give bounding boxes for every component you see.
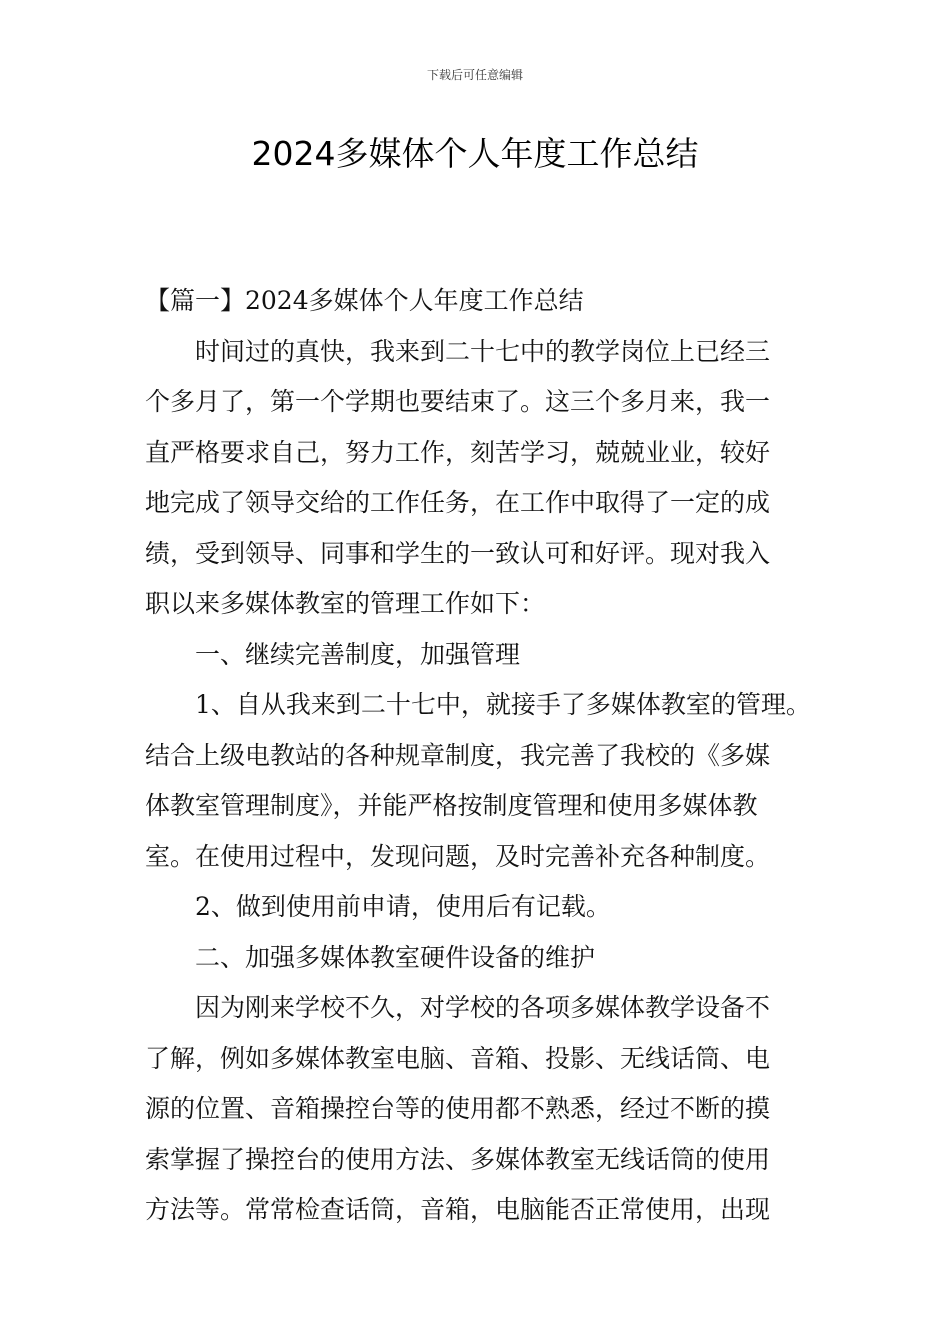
body-line: 结合上级电教站的各种规章制度，我完善了我校的《多媒 [145, 740, 771, 770]
body-line: 职以来多媒体教室的管理工作如下： [145, 589, 546, 618]
body-line: 索掌握了操控台的使用方法、多媒体教室无线话筒的使用 [145, 1144, 771, 1174]
body-line: 因为刚来学校不久，对学校的各项多媒体教学设备不 [195, 993, 771, 1022]
body-line: 时间过的真快，我来到二十七中的教学岗位上已经三 [195, 336, 771, 366]
body-line: 地完成了领导交给的工作任务，在工作中取得了一定的成 [145, 488, 771, 517]
body-line: 直严格要求自己，努力工作，刻苦学习，兢兢业业，较好 [145, 437, 771, 467]
body-line: 一、继续完善制度，加强管理 [195, 639, 521, 669]
document-body [145, 276, 817, 1236]
body-line: 室。在使用过程中，发现问题，及时完善补充各种制度。 [145, 841, 771, 871]
header-note: 下载后可任意编辑 [426, 68, 523, 82]
body-line: 源的位置、音箱操控台等的使用都不熟悉，经过不断的摸 [145, 1094, 771, 1123]
body-line: 了解，例如多媒体教室电脑、音箱、投影、无线话筒、电 [145, 1043, 771, 1073]
body-line: 个多月了，第一个学期也要结束了。这三个多月来，我一 [145, 387, 771, 416]
body-line: 方法等。常常检查话筒，音箱，电脑能否正常使用，出现 [145, 1195, 771, 1224]
body-line: 1、自从我来到二十七中，就接手了多媒体教室的管理。 [195, 690, 811, 719]
body-line: 二、加强多媒体教室硬件设备的维护 [195, 942, 596, 972]
document-title: 2024多媒体个人年度工作总结 [251, 134, 699, 173]
body-line: 绩，受到领导、同事和学生的一致认可和好评。现对我入 [145, 538, 771, 568]
body-line: 2、做到使用前申请，使用后有记载。 [195, 892, 611, 921]
body-line: 【篇一】2024多媒体个人年度工作总结 [145, 286, 584, 315]
body-line: 体教室管理制度》，并能严格按制度管理和使用多媒体教 [145, 791, 758, 820]
